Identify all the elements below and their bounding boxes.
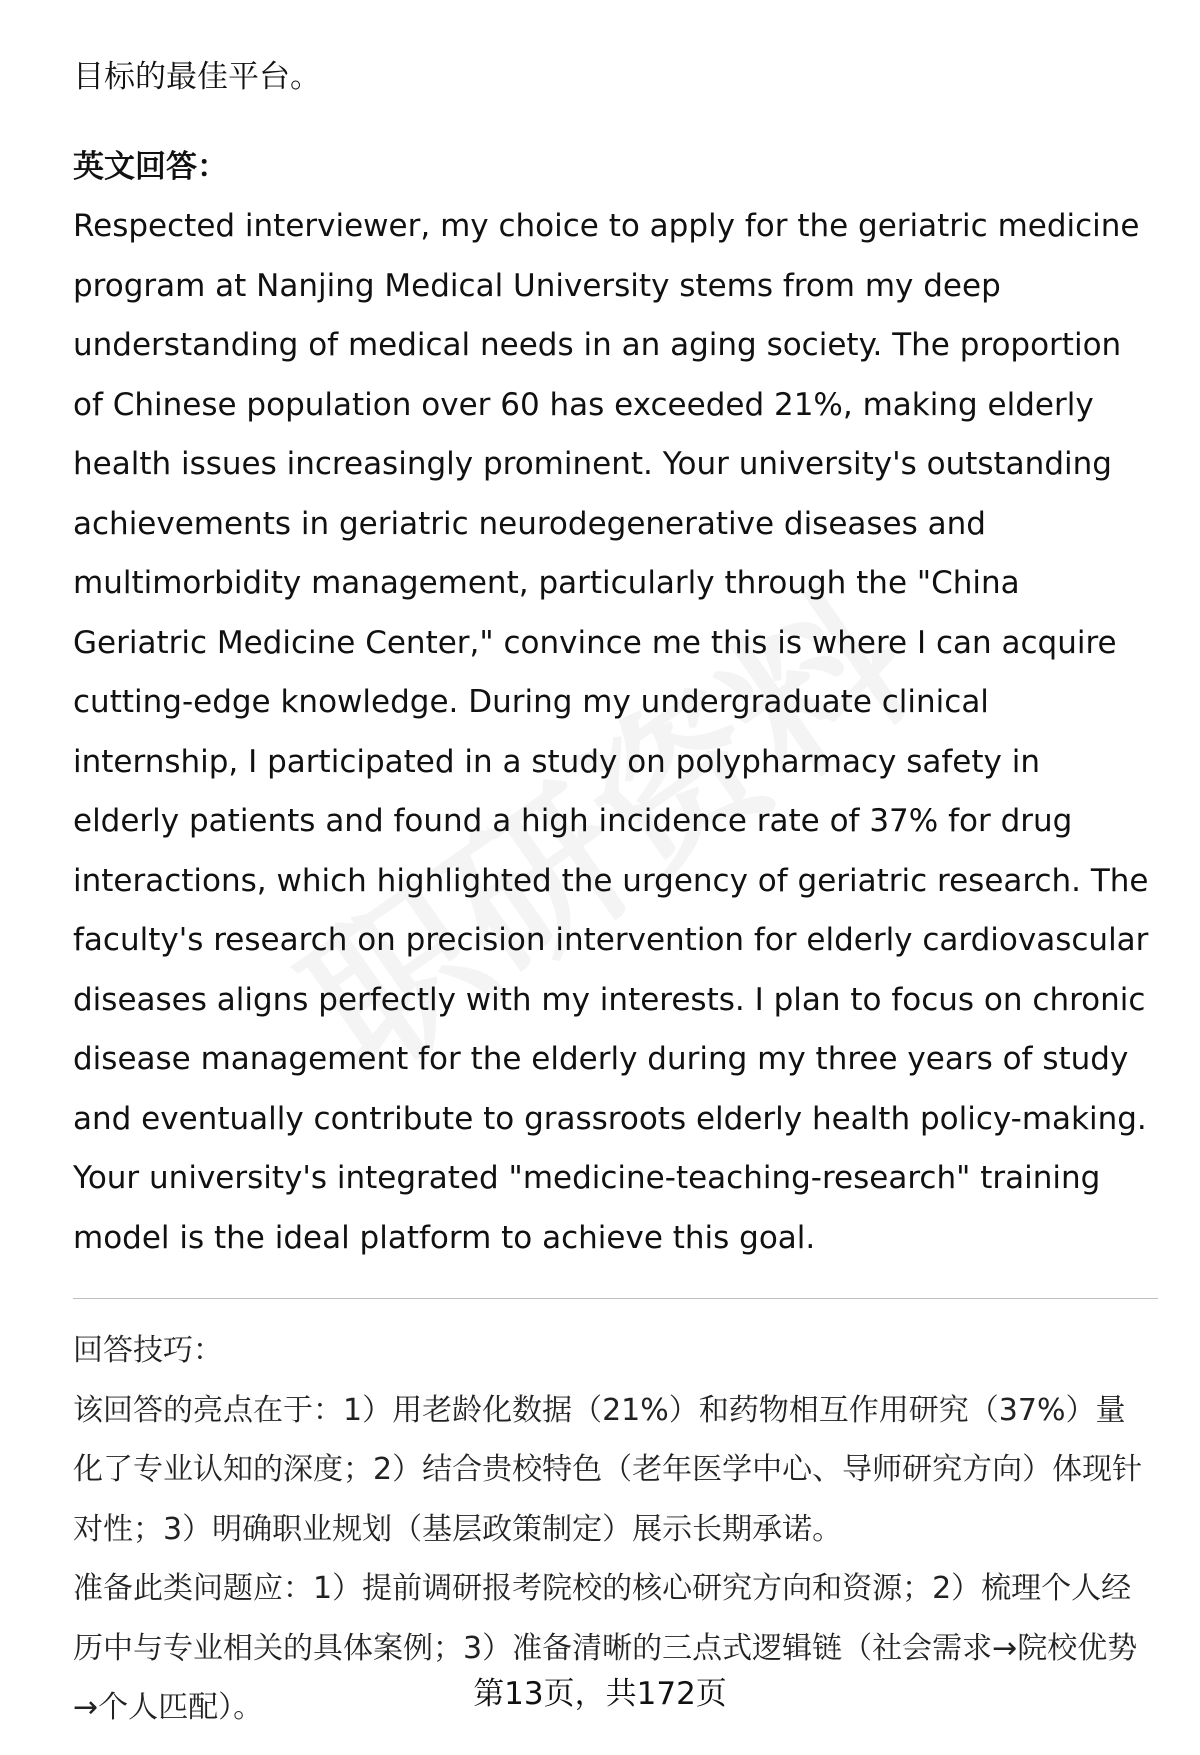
tips-prepare-paragraph: 准备此类问题应：1）提前调研报考院校的核心研究方向和资源；2）梳理个人经历中与专业相关的具体案例；3）准备清晰的三点式逻辑链（社会需求→院校优势→个人匹配）。 — [73, 1571, 1138, 1725]
section-divider — [73, 1298, 1158, 1299]
intro-tail-text: 目标的最佳平台。 — [73, 59, 321, 95]
english-answer-heading: 英文回答： — [73, 148, 228, 185]
page-number-footer: 第13页，共172页 — [473, 1676, 727, 1712]
page-content — [73, 48, 1153, 1738]
english-answer-paragraph: Respected interviewer, my choice to apply for the geriatric medicine program at Nanjing Medical University stems from my deep understanding of medical needs in an aging society. The proportion of Chinese population over 60 has exceeded 21%, making elderly health issues increasingly prominent. Your university's outstanding achievements in geriatric neurodegenerative diseases and multimorbidity management, particularly through the "China Geriatric Medicine Center," convince me this is where I can acquire cutting-edge knowledge. During my undergraduate clinical internship, I participated in a study on polypharmacy safety in elderly patients and found a high incidence rate of 37% for drug interactions, which highlighted the urgency of geriatric research. The faculty's research on precision intervention for elderly cardiovascular diseases aligns perfectly with my interests. I plan to focus on chronic disease management for the elderly during my three years of study and eventually contribute to grassroots elderly health policy-making. Your university's integrated "medicine-teaching-research" training model is the ideal platform to achieve this goal. — [73, 208, 1149, 1256]
tips-highlight-paragraph: 该回答的亮点在于：1）用老龄化数据（21%）和药物相互作用研究（37%）量化了专业认知的深度；2）结合贵校特色（老年医学中心、导师研究方向）体现针对性；3）明确职业规划（基层政策制定）展示长期承诺。 — [73, 1392, 1143, 1547]
tips-heading: 回答技巧： — [73, 1333, 223, 1368]
